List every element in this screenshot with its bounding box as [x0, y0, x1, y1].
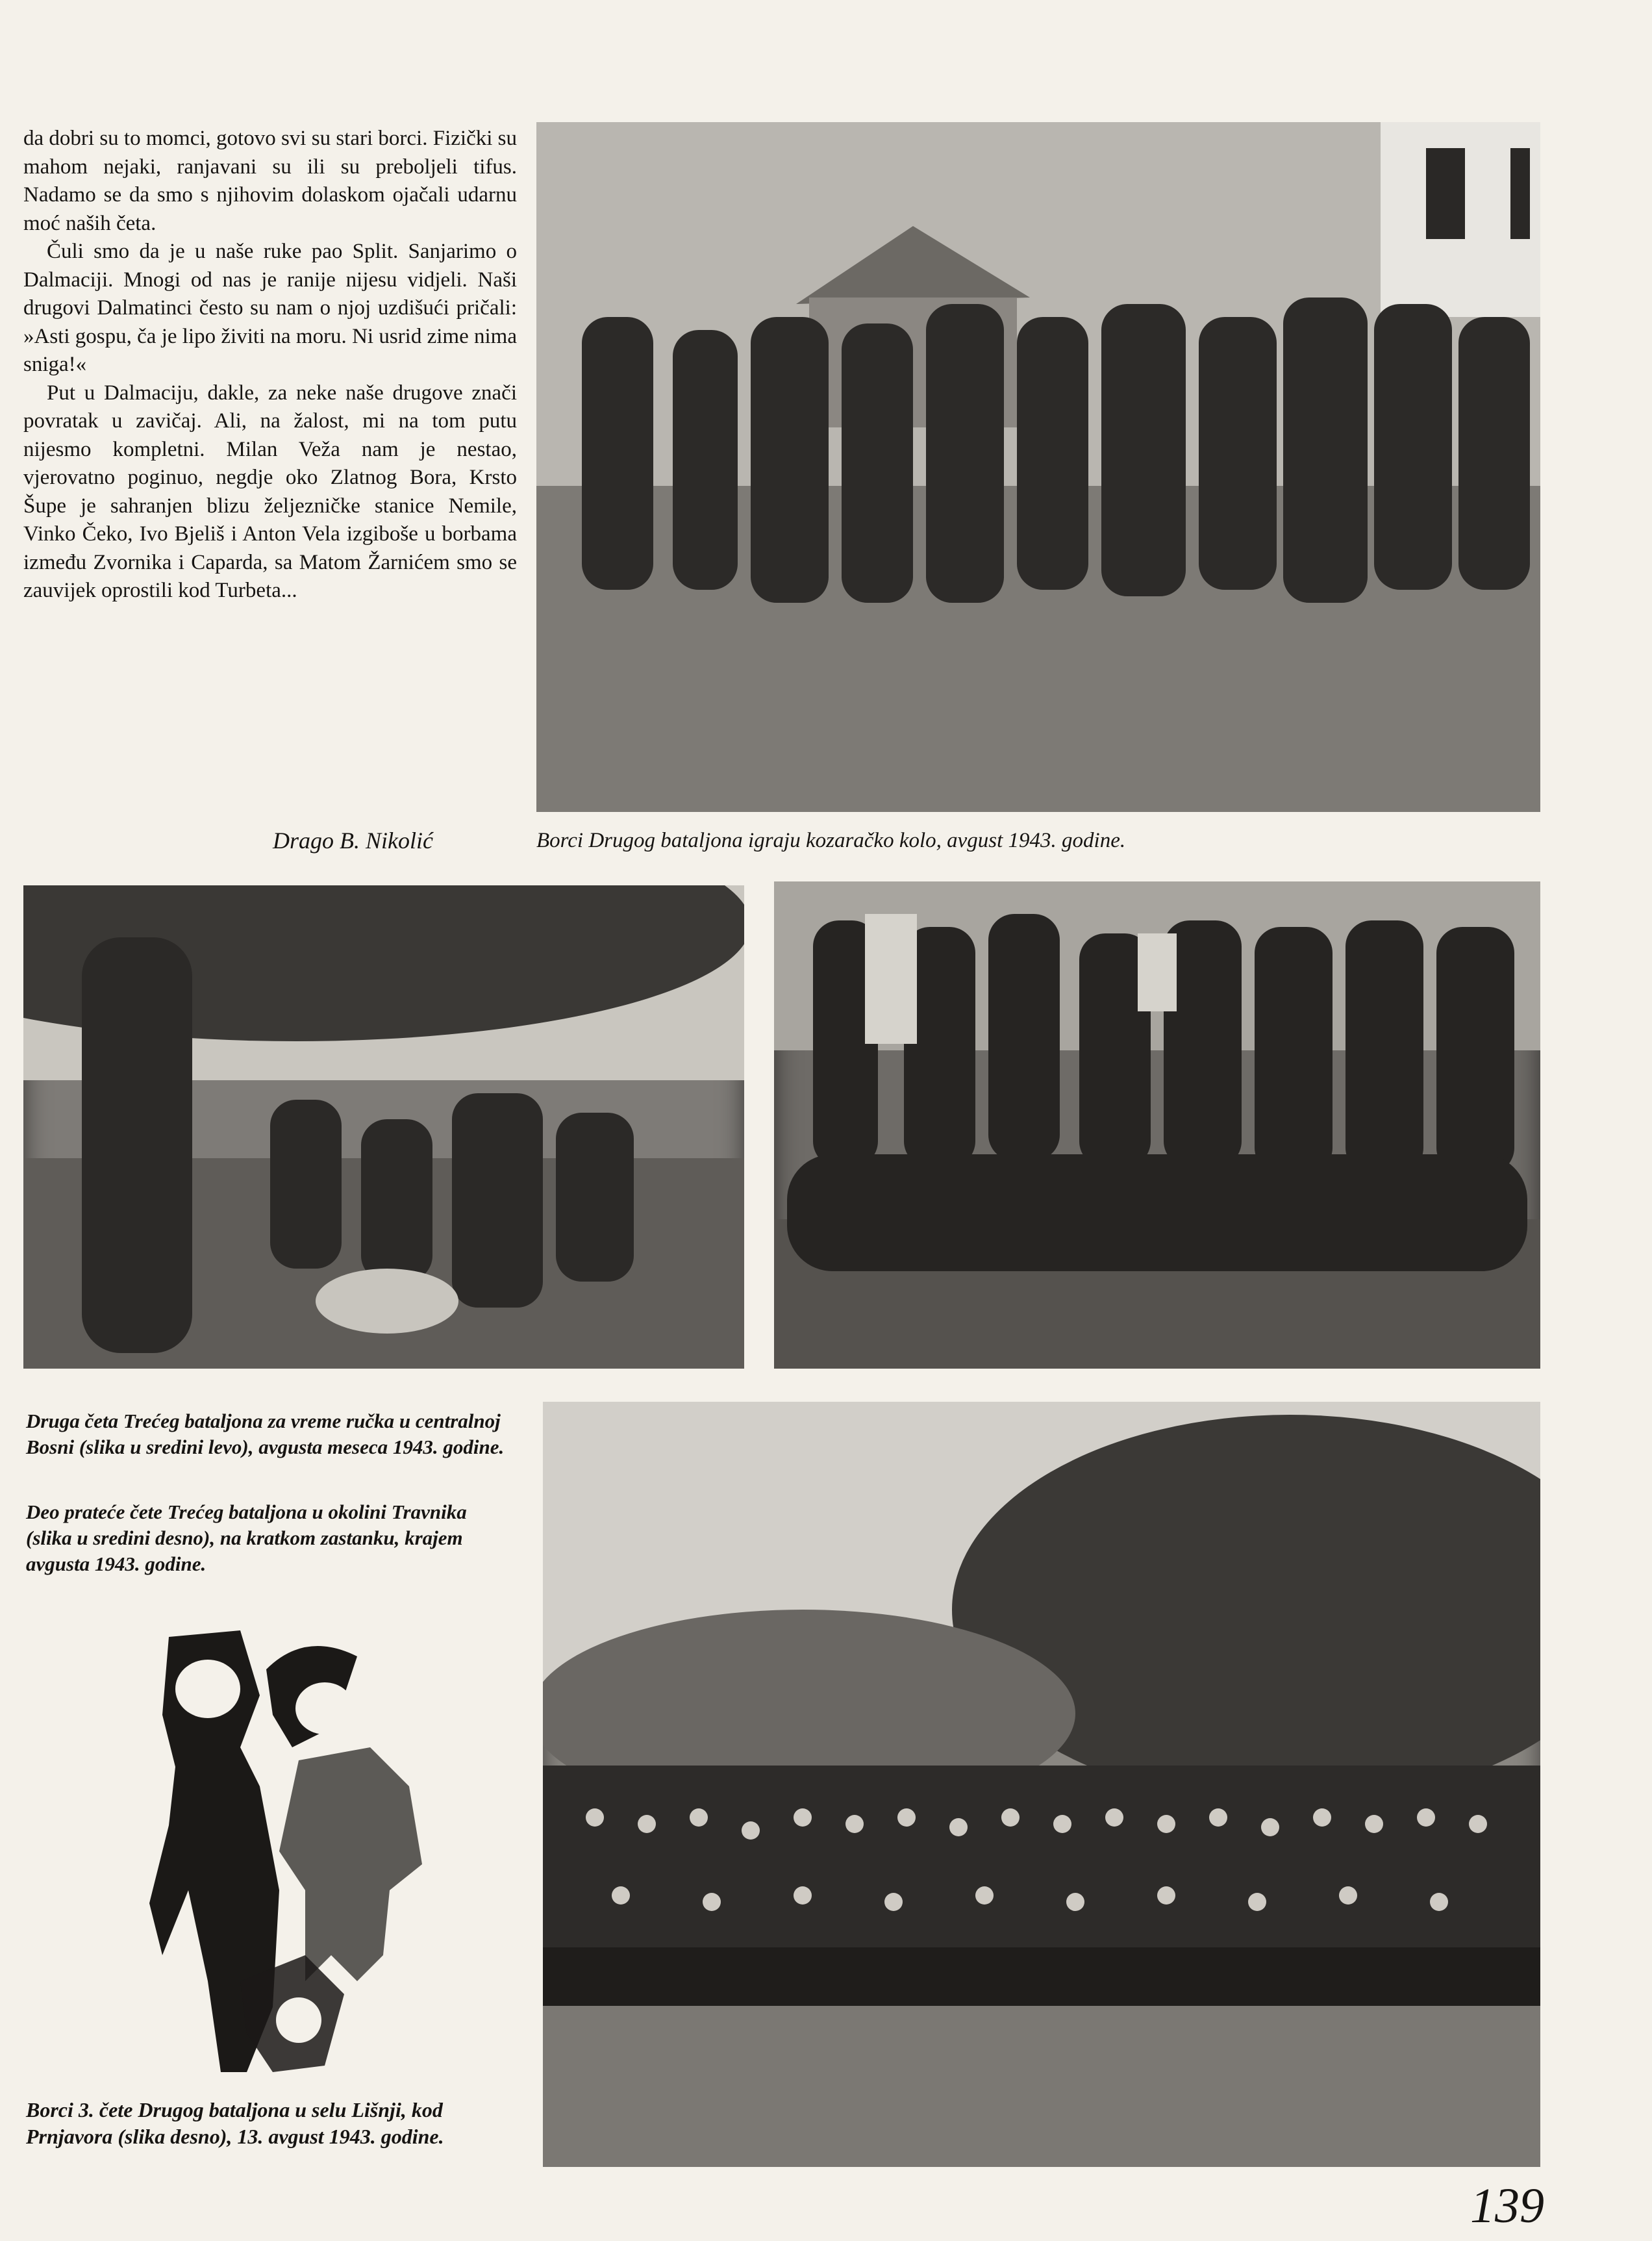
article-text: [23, 125, 517, 605]
caption-bottom-right-photo: Borci 3. čete Drugog bataljona u selu Lišnji, kod Prnjavora (slika desno), 13. avgust 1943. godine.: [26, 2098, 444, 2148]
photo-travnik-group: [774, 881, 1540, 1369]
photo-lisnji-group: [543, 1402, 1540, 2167]
illustration-partisans-drawing: [110, 1617, 500, 2085]
page-number: 139: [1470, 2179, 1544, 2233]
author-signature: Drago B. Nikolić: [273, 828, 433, 854]
paragraph-2: Čuli smo da je u naše ruke pao Split. Sanjarimo o Dalmaciji. Mnogi od nas je ranije nijesu vidjeli. Naši drugovi Dalmatinci često su nam o njoj uzdišući pričali: »Asti gospu, ča je lipo živiti na moru. Ni usrid zime nima sniga!«: [23, 240, 517, 376]
caption-top-photo: Borci Drugog bataljona igraju kozaračko kolo, avgust 1943. godine.: [536, 829, 1126, 852]
photo-lunch: [23, 885, 744, 1369]
caption-middle-left: Druga četa Trećeg bataljona za vreme ručka u centralnoj Bosni (slika u sredini levo), avgusta meseca 1943. godine.: [26, 1410, 505, 1458]
paragraph-3: Put u Dalmaciju, dakle, za neke naše drugove znači povratak u zavičaj. Ali, na žalost, mi na tom putu nijesmo kompletni. Milan Veža nam je nestao, vjerovatno poginuo, negdje oko Zlatnog Bora, Krsto Šupe je sahranjen blizu željezničke stanice Nemile, Vinko Čeko, Ivo Bjeliš i Anton Vela izgiboše u borbama između Zvornika i Caparda, sa Matom Žarnićem smo se zauvijek oprostili kod Turbeta...: [23, 381, 517, 602]
paragraph-1: da dobri su to momci, gotovo svi su stari borci. Fizički su mahom nejaki, ranjavani su ili su preboljeli tifus. Nadamo se da smo s njihovim dolaskom ojačali udarnu moć naših četa.: [23, 127, 517, 235]
photo-kolo-dance: [536, 122, 1540, 812]
caption-middle-right: Deo prateće čete Trećeg bataljona u okolini Travnika (slika u sredini desno), na kratkom zastanku, krajem avgusta 1943. godine.: [26, 1500, 467, 1575]
